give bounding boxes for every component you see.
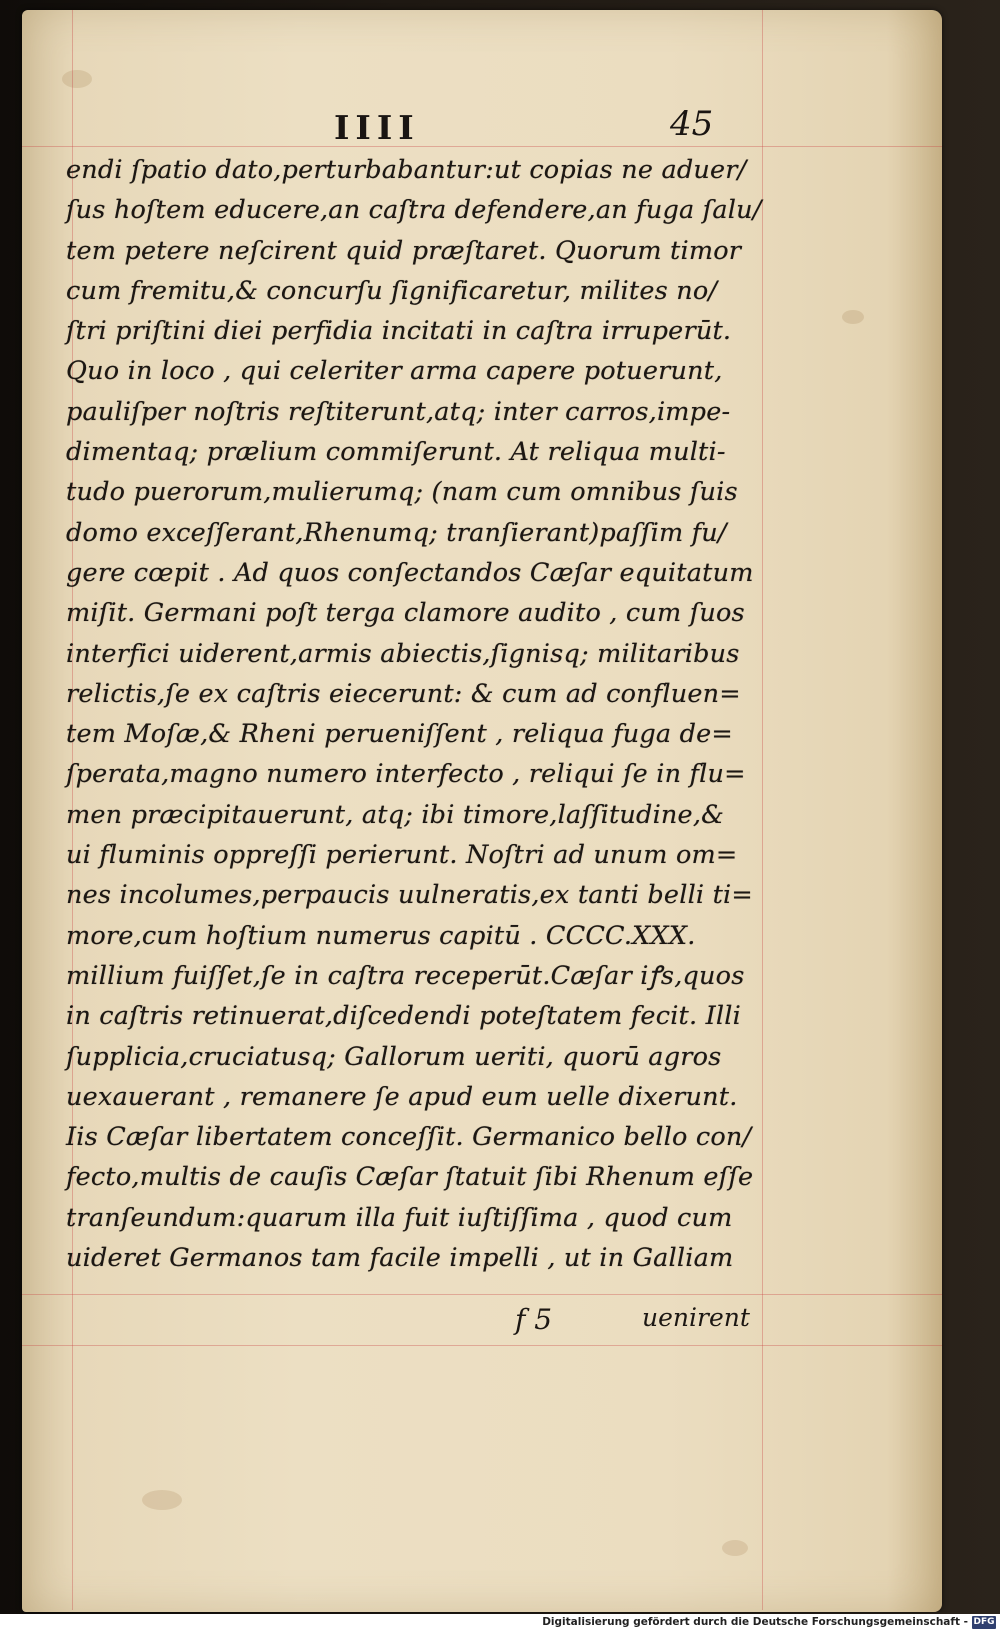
paper-stain: [62, 70, 92, 88]
text-line: tudo puerorum,mulierumq; (nam cum omnibus ſuis: [66, 477, 738, 508]
paper-stain: [722, 1540, 748, 1556]
text-line: ui fluminis oppreſſi perierunt. Noſtri ad unum om=: [66, 840, 738, 871]
text-line: more,cum hoſtium numerus capitū . CCCC.XXX.: [66, 920, 696, 951]
text-line: fecto,multis de cauſis Cæſar ſtatuit ſibi Rhenum eſſe: [66, 1162, 754, 1193]
text-line: ſus hoſtem educere,an caſtra defendere,an fuga ſalu/: [66, 195, 762, 226]
text-line: nes incolumes,perpaucis uulneratis,ex tanti belli ti=: [66, 880, 753, 911]
text-line: ſtri priſtini diei perfidia incitati in caſtra irruperūt.: [66, 316, 732, 347]
credit-text: Digitalisierung gefördert durch die Deutsche Forschungsgemeinschaft -: [542, 1616, 968, 1628]
running-head: [0, 104, 1000, 148]
text-line: uideret Germanos tam facile impelli , ut in Galliam: [66, 1243, 734, 1274]
ruling-line: [22, 1345, 942, 1346]
text-line: dimentaq; prælium commiſerunt. At reliqua multi-: [66, 437, 726, 468]
text-line: tranſeundum:quarum illa fuit iuſtiſſima , quod cum: [66, 1202, 733, 1233]
text-block: [66, 150, 766, 1278]
text-line: interfici uiderent,armis abiectis,ſignisq; militaribus: [66, 638, 740, 669]
folio-number: 45: [670, 104, 714, 144]
text-line: in caſtris retinuerat,diſcedendi poteſtatem fecit. Illi: [66, 1001, 741, 1032]
catchword: uenirent: [642, 1303, 750, 1332]
dfg-logo: DFG: [973, 1617, 995, 1627]
text-line: ſupplicia,cruciatusq; Gallorum ueriti, quorū agros: [66, 1041, 722, 1072]
signature-mark: f 5: [515, 1303, 553, 1336]
paper-stain: [842, 310, 864, 324]
text-line: pauliſper noſtris reſtiterunt,atq; inter carros,impe-: [66, 396, 731, 427]
text-line: tem petere neſcirent quid præſtaret. Quorum timor: [66, 235, 742, 266]
text-line: tem Moſæ,& Rheni perueniſſent , reliqua fuga de=: [66, 719, 733, 750]
text-line: miſit. Germani poſt terga clamore audito , cum ſuos: [66, 598, 745, 629]
text-line: millium fuiſſet,ſe in caſtra receperūt.Cæſar iꝭs,quos: [66, 960, 745, 991]
ruling-line: [22, 1294, 942, 1295]
paper-stain: [142, 1490, 182, 1510]
text-line: Quo in loco , qui celeriter arma capere potuerunt,: [66, 356, 723, 387]
catchline: [0, 1303, 1000, 1343]
book-number: IIII: [334, 108, 420, 147]
text-line: cum fremitu,& concurſu ſignificaretur, milites no/: [66, 275, 718, 306]
text-line: gere cœpit . Ad quos conſectandos Cæſar equitatum: [66, 557, 754, 588]
text-line: uexauerant , remanere ſe apud eum uelle dixerunt.: [66, 1081, 738, 1112]
text-line: men præcipitauerunt, atq; ibi timore,laſſitudine,&: [66, 799, 725, 830]
text-line: Iis Cæſar libertatem conceſſit. Germanico bello con/: [66, 1122, 752, 1153]
text-line: endi ſpatio dato,perturbabantur:ut copias ne aduer/: [66, 155, 747, 185]
text-line: ſperata,magno numero interfecto , reliqui ſe in flu=: [66, 759, 746, 790]
text-line: domo exceſſerant,Rhenumq; tranſierant)paſſim fu/: [66, 517, 727, 548]
text-line: relictis,ſe ex caſtris eiecerunt: & cum ad confluen=: [66, 678, 741, 709]
digitization-credit-bar: [0, 1614, 1000, 1632]
